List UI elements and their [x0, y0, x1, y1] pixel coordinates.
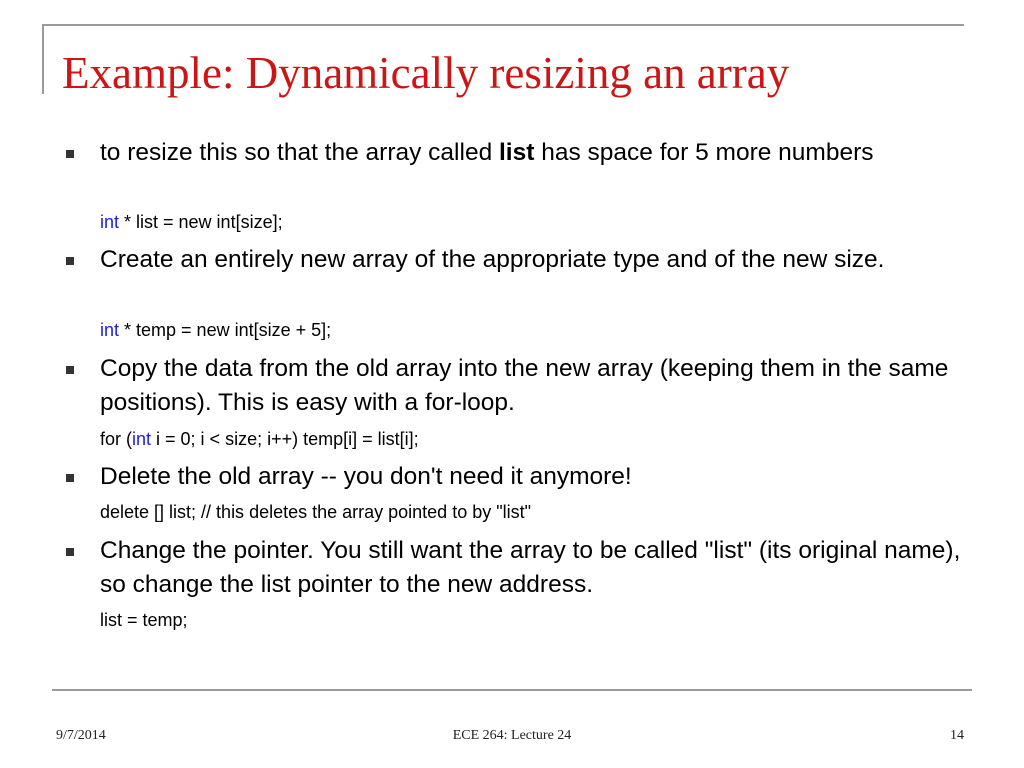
- footer-divider: [52, 689, 972, 691]
- bullet-text: [100, 136, 980, 170]
- code-line: [100, 427, 980, 451]
- bullet-marker: [66, 548, 74, 556]
- code-text: * list = new int[size];: [119, 212, 283, 232]
- bullet-text-part: to resize this so that the array called: [100, 139, 499, 166]
- code-keyword: int: [100, 212, 120, 232]
- code-line: list = temp;: [100, 610, 188, 630]
- code-keyword: int: [100, 320, 120, 340]
- code-text: * temp = new int[size + 5];: [119, 320, 332, 340]
- bullet-marker: [66, 366, 74, 374]
- code-keyword: int: [132, 429, 152, 449]
- footer-course: ECE 264: Lecture 24: [452, 728, 572, 743]
- bullet-text: Change the pointer. You still want the array to be called "list" (its original name), so change the list pointer to the new address.: [100, 537, 961, 598]
- code-line: [100, 210, 980, 234]
- bullet-text: Create an entirely new array of the appropriate type and of the new size.: [100, 246, 885, 273]
- frame-top-line: [42, 24, 964, 26]
- footer-page-number: 14: [950, 728, 964, 743]
- bullet-text: Delete the old array -- you don't need it anymore!: [100, 463, 632, 490]
- bullet-marker: [66, 150, 74, 158]
- bullet-marker: [66, 257, 74, 265]
- bullet-text-part: has space for 5 more numbers: [534, 139, 874, 166]
- footer-date: 9/7/2014: [56, 728, 106, 743]
- slide-title: Example: Dynamically resizing an array: [62, 48, 790, 98]
- code-text: i = 0; i < size; i++) temp[i] = list[i];: [151, 429, 419, 449]
- bullet-text: Copy the data from the old array into the new array (keeping them in the same positions). This is easy with a for-loop.: [100, 355, 949, 416]
- code-text: for (: [100, 429, 133, 449]
- bullet-text-bold: list: [499, 139, 535, 166]
- frame-left-line: [42, 24, 44, 94]
- bullet-marker: [66, 474, 74, 482]
- code-line: delete [] list; // this deletes the array pointed to by "list": [100, 502, 531, 522]
- code-line: [100, 318, 980, 342]
